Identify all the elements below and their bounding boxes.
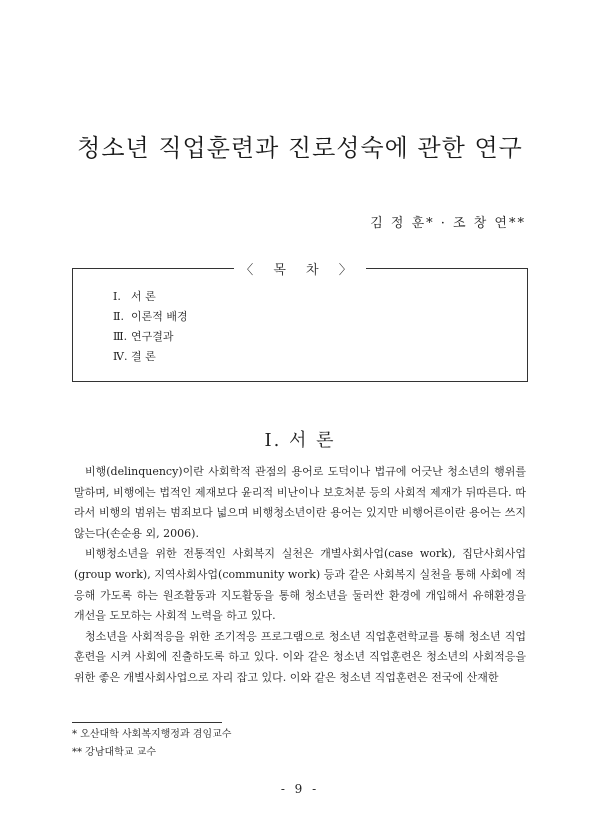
page-number: - 9 - — [280, 782, 320, 796]
toc-item-label: 연구결과 — [131, 330, 174, 343]
toc-item — [113, 327, 188, 347]
footnote: ** 강남대학교 교수 — [72, 747, 156, 758]
paragraph: 비행청소년을 위한 전통적인 사회복지 실천은 개별사회사업(case work), 집단사회사업(group work), 지역사회사업(community work) 등과 같은 사회복지 실천을 통해 사회에 적응해 가도록 하는 원조활동과 지도활동을 통해 청소년을 둘러싼 환경에 개입해서 유해환경을 개선을 도모하는 사회적 노력을 하고 있다. — [74, 547, 526, 623]
footnote-divider — [72, 722, 222, 723]
toc-item-label: 이론적 배경 — [131, 310, 188, 323]
section-heading: Ⅰ. 서 론 — [264, 430, 336, 451]
toc-item-number: Ⅳ. — [113, 350, 128, 363]
toc-item — [113, 307, 188, 327]
paper-title: 청소년 직업훈련과 진로성숙에 관한 연구 — [77, 134, 523, 162]
body-text — [74, 462, 526, 689]
toc-item-number: Ⅱ. — [113, 310, 124, 323]
toc-list — [113, 287, 188, 367]
toc-item-label: 결 론 — [131, 350, 156, 363]
authors: 김 정 훈* · 조 창 연** — [370, 216, 526, 231]
toc-item — [113, 347, 188, 367]
toc-item-number: Ⅰ. — [113, 290, 121, 303]
table-of-contents — [72, 263, 528, 382]
toc-item-label: 서 론 — [131, 290, 156, 303]
paragraph: 청소년을 사회적응을 위한 조기적응 프로그램으로 청소년 직업훈련학교를 통해 청소년 직업훈련을 시켜 사회에 진출하도록 하고 있다. 이와 같은 청소년 직업훈련은 청소년의 사회적응을 위한 좋은 개별사회사업으로 자리 잡고 있다. 이와 같은 청소년 직업훈련은 전국에 산재한 — [74, 629, 526, 684]
toc-item — [113, 287, 188, 307]
toc-item-number: Ⅲ. — [113, 330, 128, 343]
footnote: * 오산대학 사회복지행정과 겸임교수 — [72, 729, 232, 740]
toc-heading: 〈 목 차 〉 — [234, 263, 366, 278]
paragraph: 비행(delinquency)이란 사회학적 관점의 용어로 도덕이나 법규에 어긋난 청소년의 행위를 말하며, 비행에는 법적인 제재보다 윤리적 비난이나 보호처분 등의 사회적 제재가 뒤따른다. 따라서 비행의 범위는 범죄보다 넓으며 비행청소년이란 용어는 있지만 비행어른이란 용어는 쓰지 않는다(손순용 외, 2006). — [74, 465, 526, 540]
footnotes — [72, 726, 231, 762]
